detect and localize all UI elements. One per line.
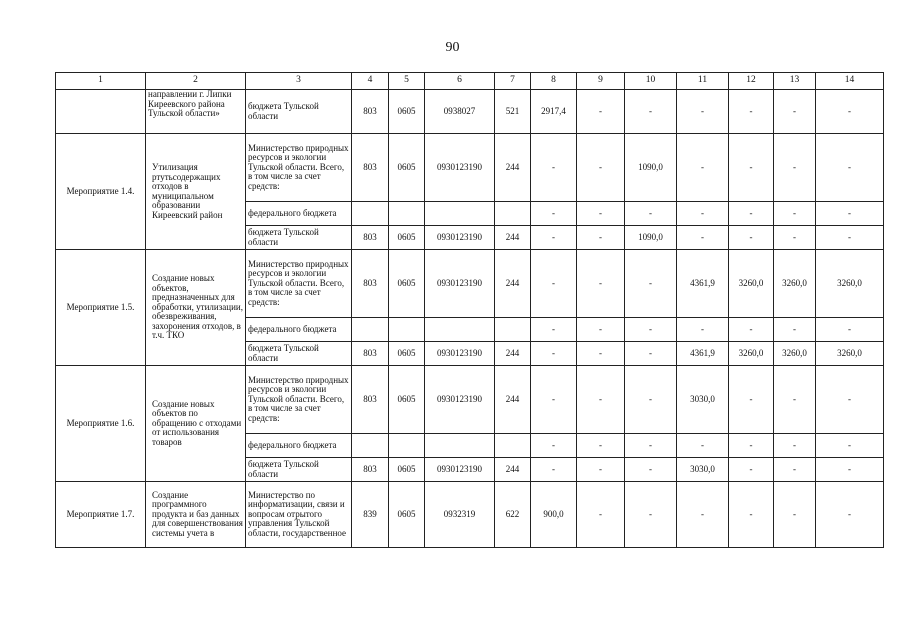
source-cell: федерального бюджета <box>246 318 352 342</box>
value-cell: - <box>577 366 625 434</box>
value-cell: 2917,4 <box>531 90 577 134</box>
event-label-cell: Мероприятие 1.4. <box>56 134 146 250</box>
value-cell: - <box>816 482 884 548</box>
value-cell: 803 <box>352 342 389 366</box>
value-cell: - <box>816 318 884 342</box>
value-cell: - <box>625 366 677 434</box>
value-cell: - <box>625 482 677 548</box>
value-cell: - <box>531 134 577 202</box>
header-cell: 14 <box>816 73 884 90</box>
value-cell: 244 <box>495 342 531 366</box>
value-cell: 244 <box>495 226 531 250</box>
value-cell: - <box>816 226 884 250</box>
value-cell: - <box>729 366 774 434</box>
value-cell: - <box>577 434 625 458</box>
table-row <box>56 482 884 548</box>
source-cell: бюджета Тульской области <box>246 342 352 366</box>
value-cell: - <box>774 226 816 250</box>
value-cell: - <box>774 318 816 342</box>
value-cell <box>425 202 495 226</box>
value-cell: 244 <box>495 458 531 482</box>
value-cell: - <box>577 318 625 342</box>
value-cell: - <box>531 458 577 482</box>
value-cell: - <box>774 434 816 458</box>
source-cell: Министерство природных ресурсов и экологии Тульской области. Всего, в том числе за счет средств: <box>246 134 352 202</box>
value-cell: 3260,0 <box>729 250 774 318</box>
event-name-cell: Создание новых объектов по обращению с отходами от использования товаров <box>146 366 246 482</box>
value-cell: - <box>577 134 625 202</box>
table-row <box>56 134 884 202</box>
value-cell: - <box>677 482 729 548</box>
event-name-cell: направлении г. Липки Киреевского района Тульской области» <box>146 90 246 134</box>
value-cell: 0605 <box>389 366 425 434</box>
page-number: 90 <box>445 40 460 55</box>
value-cell <box>495 202 531 226</box>
source-cell: федерального бюджета <box>246 202 352 226</box>
value-cell: 244 <box>495 366 531 434</box>
value-cell <box>389 318 425 342</box>
value-cell: 4361,9 <box>677 342 729 366</box>
value-cell: 3260,0 <box>729 342 774 366</box>
header-cell: 1 <box>56 73 146 90</box>
value-cell: - <box>816 458 884 482</box>
value-cell: - <box>774 90 816 134</box>
value-cell: 0605 <box>389 90 425 134</box>
header-cell: 5 <box>389 73 425 90</box>
header-cell: 6 <box>425 73 495 90</box>
value-cell: 0930123190 <box>425 342 495 366</box>
source-cell: бюджета Тульской области <box>246 226 352 250</box>
value-cell: - <box>625 250 677 318</box>
value-cell: 3030,0 <box>677 458 729 482</box>
value-cell: - <box>531 250 577 318</box>
table-row <box>56 366 884 434</box>
value-cell: 0605 <box>389 134 425 202</box>
value-cell: - <box>677 318 729 342</box>
value-cell: - <box>729 226 774 250</box>
value-cell: 900,0 <box>531 482 577 548</box>
value-cell: - <box>729 90 774 134</box>
value-cell: 244 <box>495 134 531 202</box>
value-cell: - <box>577 226 625 250</box>
value-cell: 0605 <box>389 482 425 548</box>
header-cell: 8 <box>531 73 577 90</box>
value-cell: - <box>816 434 884 458</box>
source-cell: бюджета Тульской области <box>246 458 352 482</box>
value-cell: - <box>729 458 774 482</box>
value-cell: - <box>816 202 884 226</box>
value-cell: 3260,0 <box>816 250 884 318</box>
value-cell: 0930123190 <box>425 250 495 318</box>
value-cell: - <box>774 366 816 434</box>
value-cell: - <box>774 202 816 226</box>
value-cell: - <box>677 90 729 134</box>
value-cell: - <box>729 318 774 342</box>
value-cell: - <box>531 226 577 250</box>
header-cell: 3 <box>246 73 352 90</box>
value-cell <box>389 434 425 458</box>
value-cell: 0930123190 <box>425 366 495 434</box>
value-cell: - <box>577 250 625 318</box>
value-cell: - <box>729 434 774 458</box>
value-cell: 803 <box>352 366 389 434</box>
source-cell: бюджета Тульской области <box>246 90 352 134</box>
header-row <box>56 73 884 90</box>
value-cell: - <box>577 202 625 226</box>
value-cell: - <box>677 202 729 226</box>
value-cell: - <box>577 90 625 134</box>
value-cell: 803 <box>352 90 389 134</box>
value-cell: 0605 <box>389 226 425 250</box>
value-cell: 244 <box>495 250 531 318</box>
value-cell: - <box>625 202 677 226</box>
value-cell <box>352 318 389 342</box>
value-cell <box>389 202 425 226</box>
value-cell: - <box>625 458 677 482</box>
value-cell: 0605 <box>389 342 425 366</box>
source-cell: Министерство по информатизации, связи и вопросам отрытого управления Тульской области, государственное <box>246 482 352 548</box>
value-cell: - <box>816 134 884 202</box>
header-cell: 9 <box>577 73 625 90</box>
value-cell: - <box>729 202 774 226</box>
value-cell: - <box>774 482 816 548</box>
value-cell <box>495 434 531 458</box>
value-cell <box>425 434 495 458</box>
value-cell <box>425 318 495 342</box>
value-cell: - <box>816 366 884 434</box>
value-cell <box>495 318 531 342</box>
value-cell: - <box>577 482 625 548</box>
header-cell: 4 <box>352 73 389 90</box>
event-name-cell: Утилизация ртутьсодержащих отходов в муниципальном образовании Киреевский район <box>146 134 246 250</box>
source-cell: федерального бюджета <box>246 434 352 458</box>
event-label-cell: Мероприятие 1.5. <box>56 250 146 366</box>
event-label-cell: Мероприятие 1.6. <box>56 366 146 482</box>
value-cell: - <box>625 90 677 134</box>
event-label-cell <box>56 90 146 134</box>
value-cell: 0932319 <box>425 482 495 548</box>
header-cell: 11 <box>677 73 729 90</box>
value-cell: 622 <box>495 482 531 548</box>
value-cell: - <box>677 134 729 202</box>
value-cell: 0605 <box>389 458 425 482</box>
header-cell: 13 <box>774 73 816 90</box>
value-cell: - <box>531 434 577 458</box>
value-cell: 0930123190 <box>425 458 495 482</box>
value-cell: - <box>729 134 774 202</box>
value-cell: 0930123190 <box>425 134 495 202</box>
header-cell: 12 <box>729 73 774 90</box>
value-cell: 3260,0 <box>816 342 884 366</box>
value-cell: - <box>677 226 729 250</box>
value-cell: - <box>774 458 816 482</box>
value-cell: 3260,0 <box>774 342 816 366</box>
value-cell: 803 <box>352 250 389 318</box>
source-cell: Министерство природных ресурсов и экологии Тульской области. Всего, в том числе за счет средств: <box>246 250 352 318</box>
event-name-cell: Создание программного продукта и баз данных для совершенствования системы учета в <box>146 482 246 548</box>
event-name-cell: Создание новых объектов, предназначенных для обработки, утилизации, обезвреживания, захоронения отходов, в т.ч. ТКО <box>146 250 246 366</box>
value-cell: 0605 <box>389 250 425 318</box>
value-cell: 521 <box>495 90 531 134</box>
value-cell: - <box>531 342 577 366</box>
value-cell: 803 <box>352 226 389 250</box>
value-cell: 839 <box>352 482 389 548</box>
table-row <box>56 250 884 318</box>
value-cell: 1090,0 <box>625 134 677 202</box>
header-cell: 7 <box>495 73 531 90</box>
value-cell <box>352 434 389 458</box>
value-cell: - <box>625 342 677 366</box>
event-label-cell: Мероприятие 1.7. <box>56 482 146 548</box>
value-cell: - <box>577 458 625 482</box>
value-cell: 4361,9 <box>677 250 729 318</box>
value-cell: 803 <box>352 458 389 482</box>
value-cell: 0938027 <box>425 90 495 134</box>
value-cell: 803 <box>352 134 389 202</box>
value-cell: - <box>531 318 577 342</box>
value-cell: - <box>625 434 677 458</box>
value-cell: - <box>625 318 677 342</box>
table-row <box>56 90 884 134</box>
value-cell: - <box>729 482 774 548</box>
value-cell: 1090,0 <box>625 226 677 250</box>
budget-table <box>55 72 884 548</box>
value-cell: 3260,0 <box>774 250 816 318</box>
value-cell: - <box>774 134 816 202</box>
value-cell: - <box>531 202 577 226</box>
header-cell: 10 <box>625 73 677 90</box>
source-cell: Министерство природных ресурсов и экологии Тульской области. Всего, в том числе за счет средств: <box>246 366 352 434</box>
value-cell: - <box>577 342 625 366</box>
header-cell: 2 <box>146 73 246 90</box>
value-cell: - <box>816 90 884 134</box>
value-cell: - <box>677 434 729 458</box>
value-cell: 0930123190 <box>425 226 495 250</box>
value-cell <box>352 202 389 226</box>
value-cell: 3030,0 <box>677 366 729 434</box>
value-cell: - <box>531 366 577 434</box>
